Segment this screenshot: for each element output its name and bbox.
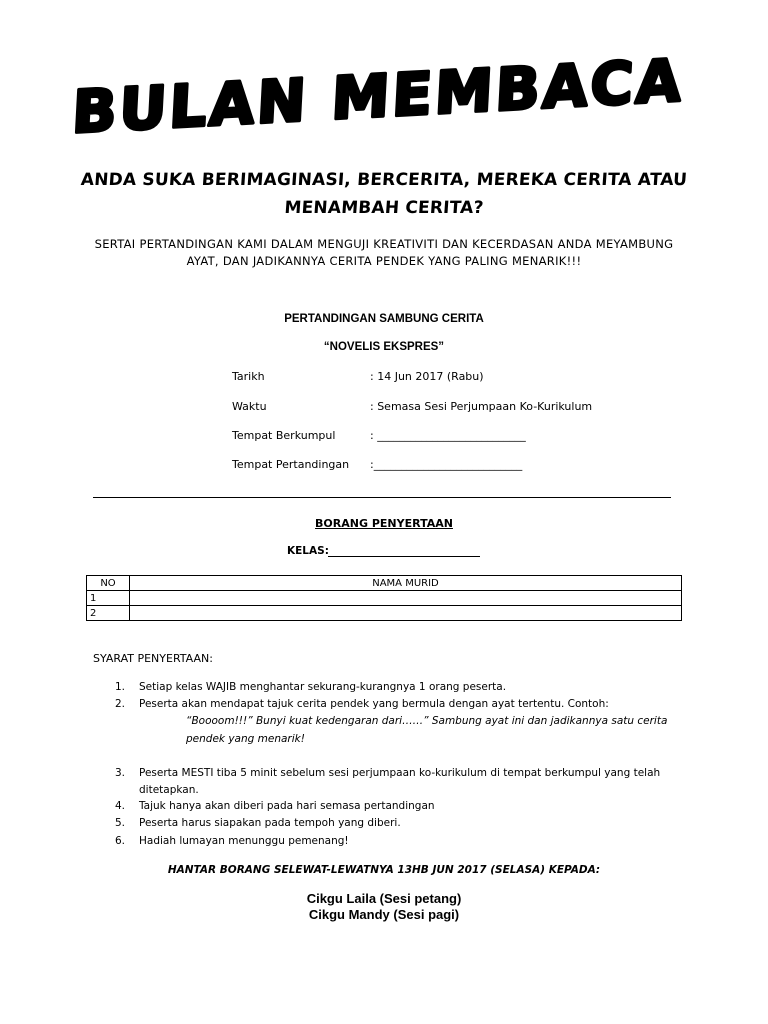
kelas-label: KELAS: bbox=[287, 545, 329, 557]
title-text: BULAN MEMBACA bbox=[70, 46, 686, 147]
row-number: 2 bbox=[87, 606, 130, 621]
table-row bbox=[87, 606, 682, 621]
list-item-text: Tajuk hanya akan diberi pada hari semasa pertandingan bbox=[139, 800, 435, 812]
row-name-cell bbox=[130, 591, 682, 606]
list-item-number: 1. bbox=[115, 681, 126, 693]
detail-label-tempat-berkumpul: Tempat Berkumpul bbox=[232, 429, 336, 442]
competition-name: PERTANDINGAN SAMBUNG CERITA bbox=[284, 313, 484, 325]
column-header-no: NO bbox=[87, 576, 130, 591]
deadline-text: HANTAR BORANG SELEWAT-LEWATNYA 13HB JUN 2017 (SELASA) KEPADA: bbox=[167, 864, 601, 876]
list-item-number: 6. bbox=[115, 835, 126, 847]
example-line-2: pendek yang menarik! bbox=[186, 733, 305, 745]
column-header-nama-murid: NAMA MURID bbox=[130, 576, 682, 591]
detail-label-tempat-pertandingan: Tempat Pertandingan bbox=[232, 458, 350, 471]
participant-table bbox=[86, 575, 682, 621]
list-item-text: Hadiah lumayan menunggu pemenang! bbox=[139, 835, 349, 847]
detail-value-tempat-pertandingan: :___________________________ bbox=[370, 458, 523, 471]
list-item-text: Peserta akan mendapat tajuk cerita pendek yang bermula dengan ayat tertentu. Contoh: bbox=[139, 698, 609, 710]
row-number: 1 bbox=[87, 591, 130, 606]
list-item-number: 2. bbox=[115, 698, 126, 710]
page-title bbox=[0, 44, 768, 154]
headline-line-1: ANDA SUKA BERIMAGINASI, BERCERITA, MEREKA CERITA ATAU bbox=[80, 170, 688, 190]
detail-value-tempat-berkumpul: : ___________________________ bbox=[370, 429, 526, 442]
row-name-cell bbox=[130, 606, 682, 621]
detail-label-tarikh: Tarikh bbox=[232, 370, 265, 383]
list-item-text: Peserta MESTI tiba 5 minit sebelum sesi perjumpaan ko-kurikulum di tempat berkumpul yang telah bbox=[139, 767, 661, 779]
requirements-heading: SYARAT PENYERTAAN: bbox=[93, 652, 213, 665]
list-item-text: Setiap kelas WAJIB menghantar sekurang-kurangnya 1 orang peserta. bbox=[139, 681, 507, 693]
list-item-number: 4. bbox=[115, 800, 126, 812]
detail-label-waktu: Waktu bbox=[232, 400, 267, 413]
intro-line-1: SERTAI PERTANDINGAN KAMI DALAM MENGUJI KREATIVITI DAN KECERDASAN ANDA MEYAMBUNG bbox=[94, 237, 674, 251]
teacher-name: Cikgu Mandy (Sesi pagi) bbox=[308, 907, 460, 922]
kelas-blank-line bbox=[328, 556, 480, 557]
competition-subtitle: “NOVELIS EKSPRES” bbox=[323, 341, 445, 353]
teacher-name: Cikgu Laila (Sesi petang) bbox=[306, 891, 462, 906]
example-line-1: “Boooom!!!” Bunyi kuat kedengaran dari……” Sambung ayat ini dan jadikannya satu cerita bbox=[186, 715, 668, 727]
table-row bbox=[87, 591, 682, 606]
detail-value-tarikh: : 14 Jun 2017 (Rabu) bbox=[370, 370, 484, 383]
intro-line-2: AYAT, DAN JADIKANNYA CERITA PENDEK YANG PALING MENARIK!!! bbox=[186, 254, 582, 268]
table-header-row bbox=[87, 576, 682, 591]
cut-line-divider bbox=[93, 497, 671, 498]
list-item-text: Peserta harus siapakan pada tempoh yang diberi. bbox=[139, 817, 401, 829]
detail-value-waktu: : Semasa Sesi Perjumpaan Ko-Kurikulum bbox=[370, 400, 593, 413]
list-item-number: 5. bbox=[115, 817, 126, 829]
list-item-number: 3. bbox=[115, 767, 126, 779]
headline-line-2: MENAMBAH CERITA? bbox=[283, 198, 485, 218]
title-graphic bbox=[0, 44, 768, 154]
list-item-continuation: ditetapkan. bbox=[139, 784, 199, 796]
form-title: BORANG PENYERTAAN bbox=[315, 517, 453, 530]
